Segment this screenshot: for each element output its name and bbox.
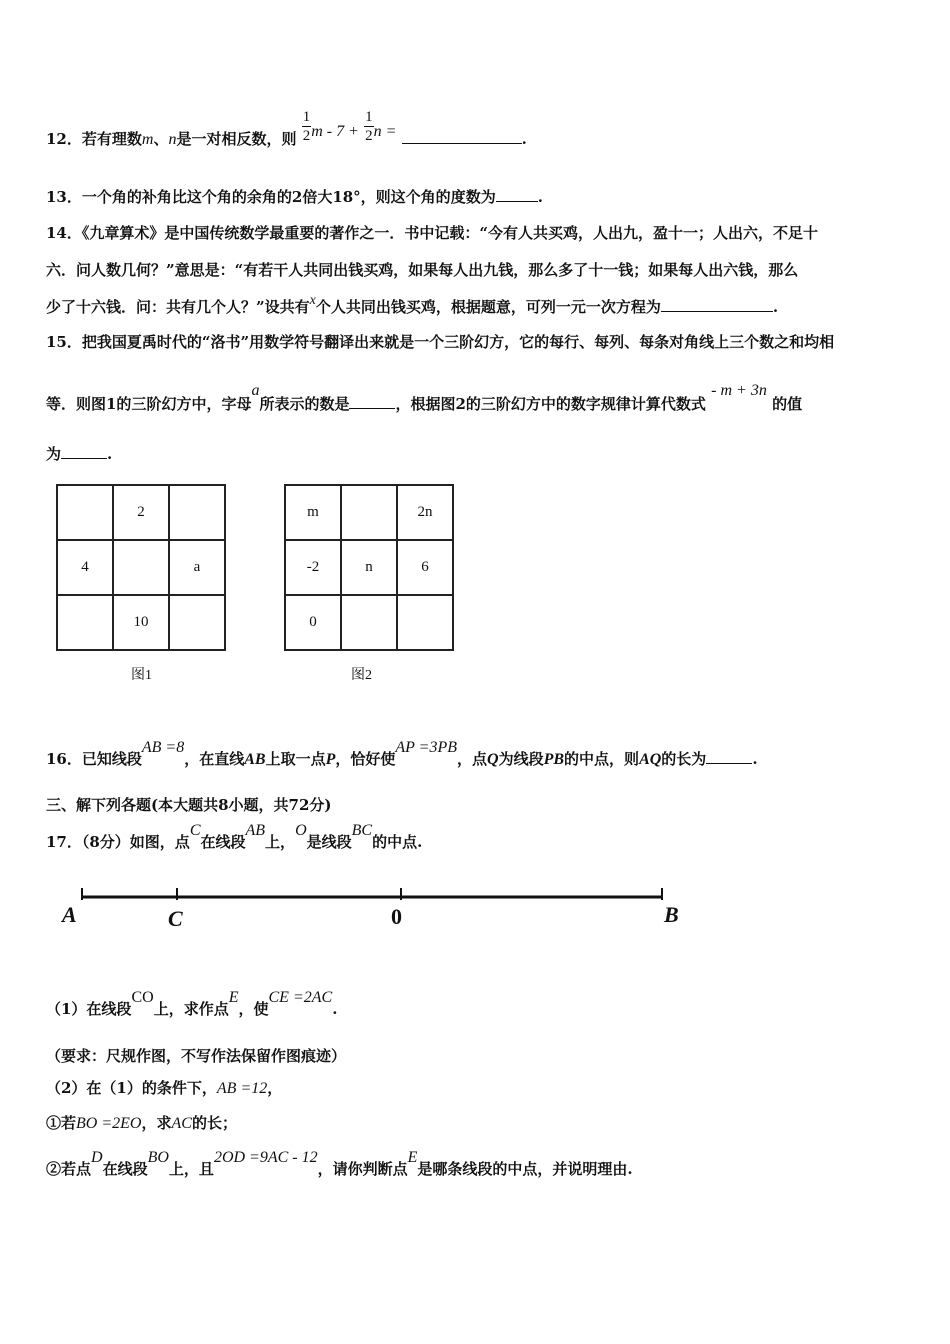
fig1-caption: 图1 (131, 668, 152, 683)
magic-square-figure-1 (56, 484, 226, 651)
q17-1-expr: CE =2AC (268, 989, 333, 1006)
q12-text-a: 12．若有理数 (46, 130, 142, 148)
question-17: 17．（8分）如图，点C在线段AB上，O是线段BC的中点. (46, 822, 423, 851)
question-14-line-1: 14．《九章算术》是中国传统数学最重要的著作之一．书中记载：“今有人共买鸡，人出九，盈十一；人出六，不足十 (46, 224, 819, 242)
question-17-part-2a: ①若BO =2EO，求AC的长； (46, 1114, 237, 1132)
question-17-part-2b: ②若点D在线段BO上，且2OD =9AC - 12，请你判断点E是哪条线段的中点，并说明理由. (46, 1149, 633, 1178)
q13-answer-blank[interactable] (496, 187, 538, 202)
fig2-cell (397, 595, 453, 650)
q17-2b-expr: 2OD =9AC - 12 (213, 1149, 318, 1166)
section-3-heading: 三、解下列各题(本大题共8小题，共72分) (46, 796, 332, 814)
fig2-cell: n (341, 540, 397, 595)
question-15-line-3: 为 . (46, 445, 113, 463)
question-14-line-3: 少了十六钱．问：共有几个人？”设共有x个人共同出钱买鸡，根据题意，可列一元一次方程为 . (46, 293, 779, 316)
question-14-line-2: 六．问人数几何？”意思是：“有若干人共同出钱买鸡，如果每人出九钱，那么多了十一钱；如果每人出六钱，那么 (46, 261, 799, 279)
question-17-part-2: （2）在（1）的条件下，AB =12， (46, 1079, 283, 1097)
fig2-cell: 6 (397, 540, 453, 595)
fig1-cell (57, 485, 113, 540)
segment-label-a: A (62, 902, 77, 927)
fig1-cell: 4 (57, 540, 113, 595)
q12-fraction-1: $\frac{1}{2}$ (302, 108, 311, 144)
q12-text-b: 是一对相反数，则 (176, 130, 297, 148)
fig2-caption: 图2 (351, 668, 372, 683)
q14-answer-blank[interactable] (661, 297, 773, 312)
question-17-part-1: （1）在线段CO上，求作点E，使CE =2AC. (46, 989, 338, 1018)
fig1-cell: 10 (113, 595, 169, 650)
question-13: 13．一个角的补角比这个角的余角的2倍大18°，则这个角的度数为 . (46, 188, 543, 206)
question-15-line-1: 15．把我国夏禹时代的“洛书”用数学符号翻译出来就是一个三阶幻方，它的每行、每列、每条对角线上三个数之和均相 (46, 333, 835, 351)
question-17-requirement: （要求：尺规作图，不写作法保留作图痕迹） (46, 1047, 347, 1065)
q16-expr-1: AB =8 (141, 739, 185, 756)
q12-expr-end: n = (373, 123, 397, 140)
fig2-cell: m (285, 485, 341, 540)
q12-expr-mid: m - 7 + (311, 123, 359, 140)
fig1-cell: 2 (113, 485, 169, 540)
q14-var-x: x (309, 293, 316, 308)
magic-square-figure-2 (284, 484, 454, 651)
question-16: 16．已知线段AB =8，在直线AB上取一点P，恰好使AP =3PB，点Q为线段PB的中点，则AQ的长为 . (46, 739, 758, 768)
q15-answer-blank-2[interactable] (61, 444, 107, 459)
segment-label-o: 0 (391, 904, 402, 929)
fig1-cell: a (169, 540, 225, 595)
fig1-cell (169, 595, 225, 650)
fig1-cell (169, 485, 225, 540)
fig1-cell (113, 540, 169, 595)
segment-label-c: C (168, 906, 183, 931)
segment-label-b: B (664, 902, 679, 927)
fig2-cell (341, 595, 397, 650)
segment-figure (60, 880, 700, 940)
q15-answer-blank-1[interactable] (349, 394, 395, 409)
fig2-cell (341, 485, 397, 540)
q15-var-a: a (251, 382, 260, 399)
fig1-cell (57, 595, 113, 650)
fig2-cell: 2n (397, 485, 453, 540)
q16-expr-2: AP =3PB (395, 739, 457, 756)
fig2-cell: 0 (285, 595, 341, 650)
q17-2-expr: AB =12 (216, 1080, 268, 1097)
q16-answer-blank[interactable] (706, 749, 752, 764)
fig2-cell: -2 (285, 540, 341, 595)
q13-text: 13．一个角的补角比这个角的余角的2倍大18°，则这个角的度数为 (46, 188, 496, 206)
q12-fraction-2: $\frac{1}{2}$ (365, 108, 373, 144)
question-15-line-2: 等．则图1的三阶幻方中，字母a所表示的数是 ，根据图2的三阶幻方中的数字规律计算代数式 - m + 3n 的值 (46, 382, 803, 413)
question-12: 12．若有理数m、n是一对相反数，则 $\frac{1}{2}$ m - 7 + $\frac{1}{2}$ n = . (46, 108, 527, 148)
q12-answer-blank[interactable] (402, 129, 522, 144)
q15-expr: - m + 3n (711, 382, 767, 399)
